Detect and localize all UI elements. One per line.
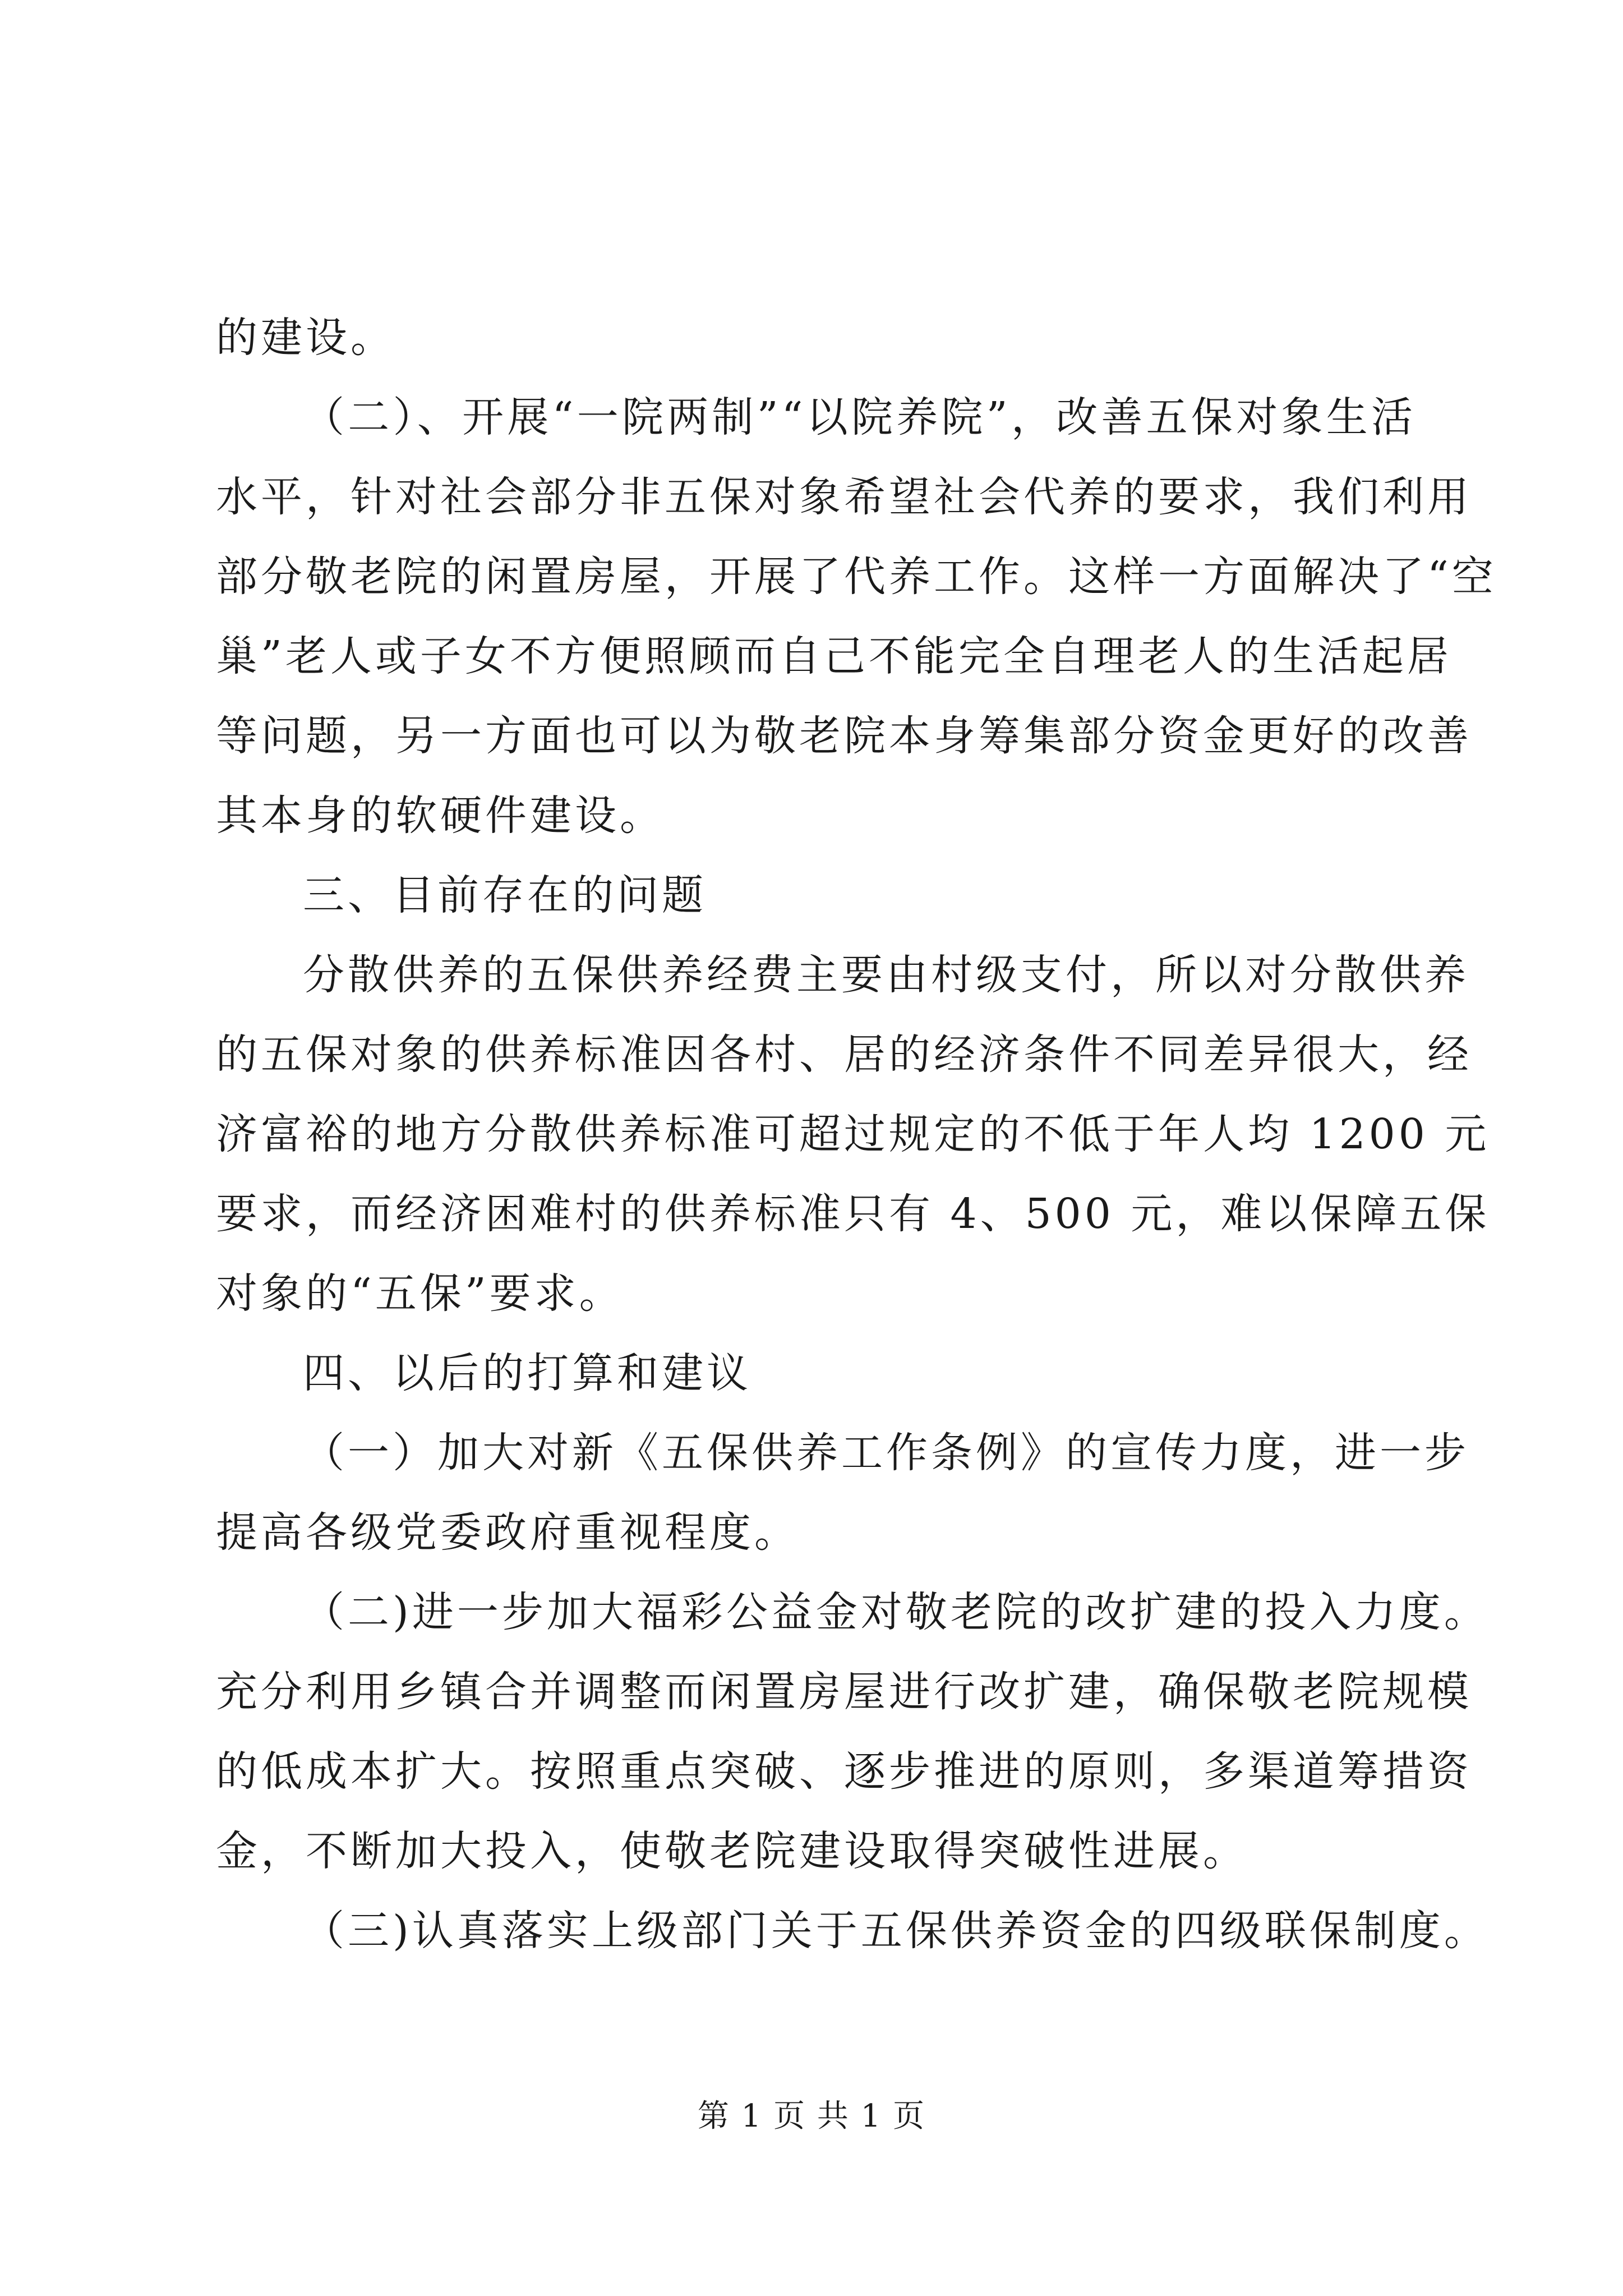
paragraph-line: 部分敬老院的闲置房屋，开展了代养工作。这样一方面解决了“空 [216,553,1497,601]
paragraph-line: （一）加大对新《五保供养工作条例》的宣传力度，进一步 [303,1429,1469,1477]
page-number-footer: 第 1 页 共 1 页 [697,2098,926,2134]
paragraph-line: 的五保对象的供养标准因各村、居的经济条件不同差异很大，经 [216,1030,1472,1079]
paragraph-line: 等问题，另一方面也可以为敬老院本身筹集部分资金更好的改善 [216,712,1472,760]
paragraph-line: （二）、开展“一院两制”“以院养院”，改善五保对象生活 [303,393,1416,441]
paragraph-line: （二)进一步加大福彩公益金对敬老院的改扩建的投入力度。 [303,1588,1489,1636]
paragraph-line: 巢”老人或子女不方便照顾而自己不能完全自理老人的生活起居 [216,632,1452,680]
paragraph-line: 对象的“五保”要求。 [216,1269,624,1318]
section-heading: 三、目前存在的问题 [303,871,707,919]
paragraph-line: 金，不断加大投入，使敬老院建设取得突破性进展。 [216,1827,1248,1875]
paragraph-line: （三)认真落实上级部门关于五保供养资金的四级联保制度。 [303,1907,1489,1955]
paragraph-line: 的低成本扩大。按照重点突破、逐步推进的原则，多渠道筹措资 [216,1747,1472,1796]
paragraph-line: 济富裕的地方分散供养标准可超过规定的不低于年人均 1200 元 [216,1110,1490,1158]
paragraph-line: 提高各级党委政府重视程度。 [216,1508,799,1557]
paragraph-line: 水平，针对社会部分非五保对象希望社会代养的要求，我们利用 [216,473,1472,521]
paragraph-line: 要求，而经济困难村的供养标准只有 4、500 元，难以保障五保 [216,1190,1490,1238]
section-heading: 四、以后的打算和建议 [303,1349,751,1397]
paragraph-line: 的建设。 [216,314,395,362]
paragraph-line: 分散供养的五保供养经费主要由村级支付，所以对分散供养 [303,951,1469,999]
paragraph-line: 充分利用乡镇合并调整而闲置房屋进行改扩建，确保敬老院规模 [216,1668,1472,1716]
paragraph-line: 其本身的软硬件建设。 [216,792,665,840]
